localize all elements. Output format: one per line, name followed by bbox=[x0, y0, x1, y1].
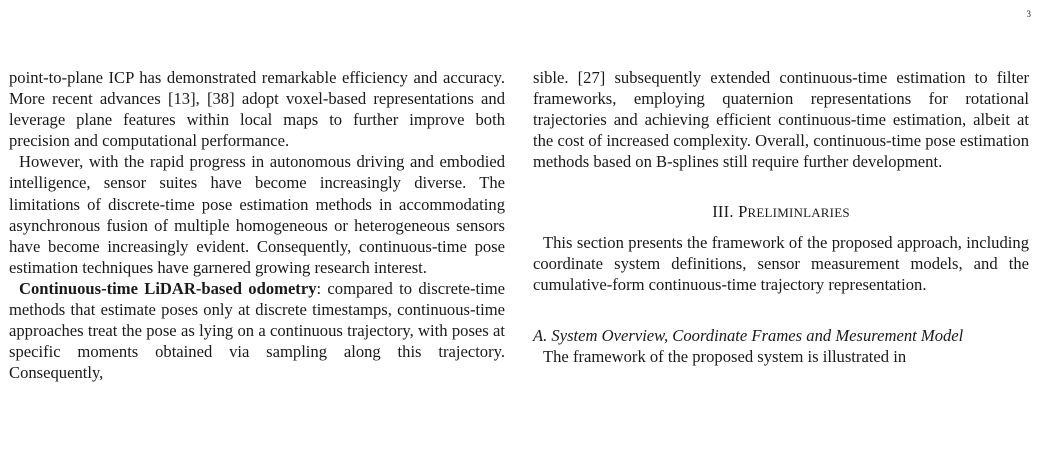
left-paragraph-3 bbox=[9, 278, 505, 383]
section-heading bbox=[533, 201, 1029, 223]
left-paragraph-1: point-to-plane ICP has demonstrated remarkable efficiency and accuracy. More recent advances [13], [38] adopt voxel-based representations and leverage plane features within local maps to further improve both precision and computational performance. bbox=[9, 68, 505, 151]
left-paragraph-2: However, with the rapid progress in autonomous driving and embodied intelligence, sensor suites have become increasingly diverse. The limitations of discrete-time pose estimation methods in accommodating asynchronous fusion of multiple homogeneous or heterogeneous sensors have become increasingly evident. Consequently, continuous-time pose estimation techniques have garnered growing research interest. bbox=[9, 152, 505, 277]
page-number: 3 bbox=[1026, 9, 1031, 19]
section-heading-number: III. P bbox=[712, 202, 748, 222]
section-heading-title: RELIMINLARIES bbox=[747, 205, 850, 221]
right-column bbox=[533, 67, 1029, 367]
right-paragraph-1: sible. [27] subsequently extended continuous-time estimation to filter frameworks, employing quaternion representations for rotational trajectories and achieving efficient continuous-time estimation, albeit at the cost of increased complexity. Overall, continuous-time pose estimation methods based on B-splines still require further development. bbox=[533, 68, 1029, 172]
paragraph-body: : compared to discrete-time methods that estimate poses only at discrete timestamps, continuous-time approaches treat the pose as lying on a continuous trajectory, with poses at specific moments obtained via sampling along this trajectory. Consequently, bbox=[9, 278, 505, 383]
subsection-heading: A. System Overview, Coordinate Frames and Mesurement Model bbox=[533, 325, 964, 345]
subsection-paragraph: The framework of the proposed system is illustrated in bbox=[543, 346, 907, 366]
left-column bbox=[9, 67, 505, 383]
paragraph-lead-term: Continuous-time LiDAR-based odometry bbox=[19, 278, 317, 298]
section-paragraph: This section presents the framework of the proposed approach, including coordinate system definitions, sensor measurement models, and the cumulative-form continuous-time trajectory representation. bbox=[533, 232, 1029, 294]
